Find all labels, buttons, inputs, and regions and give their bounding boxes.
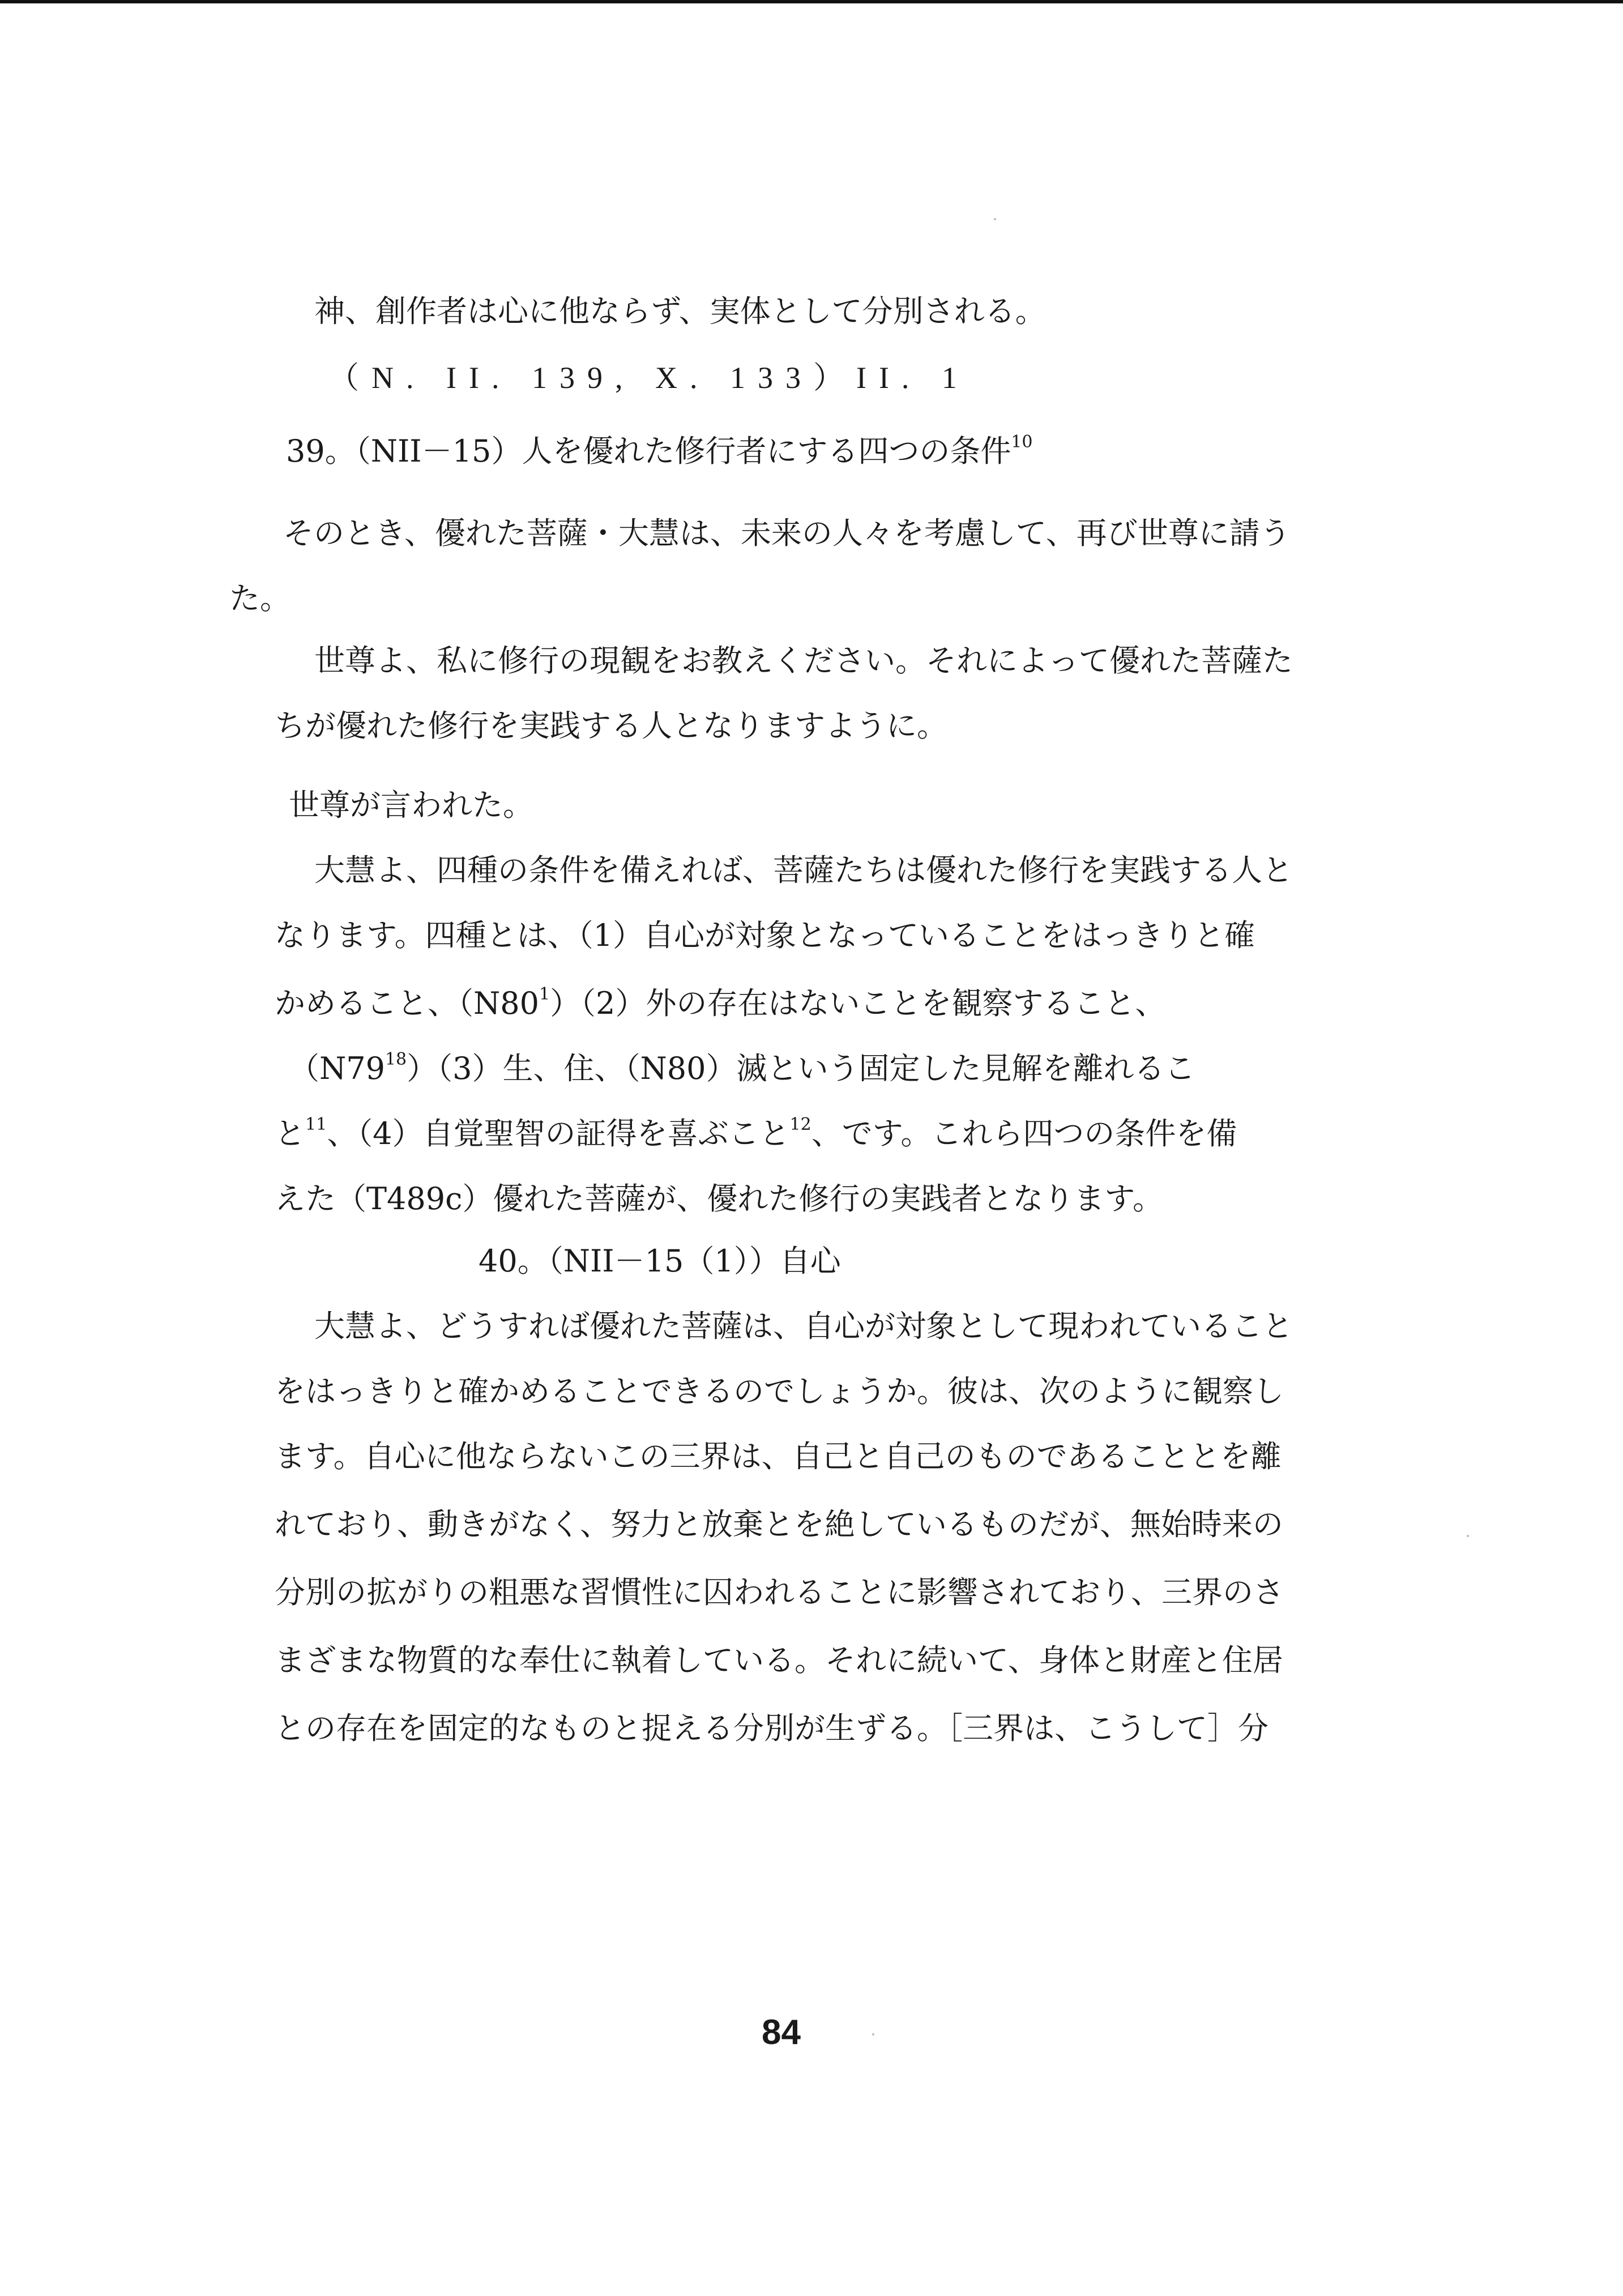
text-line-12: $(N79^{18})(3)$生、住、（N80）滅という固定した見解を離れるこ — [289, 1049, 1195, 1086]
text-line-22: との存在を固定的なものと捉える分別が生ずる。［三界は、こうして］分 — [275, 1710, 1268, 1746]
footnote-ref-1: 1 — [539, 984, 550, 1004]
citation-reference: （N. II. 139, X. 133）II. 1 — [328, 361, 969, 395]
text-line-19: れており、動きがなく、努力と放棄とを絶しているものだが、無始時来の — [275, 1507, 1283, 1542]
text-line-13: と$^{11}$、（4）自覚聖智の証得を喜ぶこと$^{12}$、です。これら四つの条件を備 — [275, 1115, 1237, 1151]
page-number: 84 — [762, 2013, 801, 2052]
scan-speck — [1467, 1535, 1469, 1537]
top-border-rule — [0, 0, 1623, 3]
footnote-ref-12: 12 — [789, 1115, 812, 1134]
text-line-1: 神、創作者は心に他ならず、実体として分別される。 — [314, 293, 1046, 329]
footnote-ref-11: 11 — [305, 1115, 327, 1134]
text-line-20: 分別の拡がりの粗悪な習慣性に囚われることに影響されており、三界のさ — [275, 1574, 1284, 1610]
section-heading-40: 40。（NII－15（1））自心 — [479, 1243, 841, 1279]
scan-speck — [872, 2033, 874, 2035]
footnote-ref-18: 18 — [385, 1049, 407, 1069]
text-line-17: をはっきりと確かめることできるのでしょうか。彼は、次のように観察し — [275, 1373, 1284, 1409]
text-line-10: なります。四種とは、（1）自心が対象となっていることをはっきりと確 — [275, 917, 1255, 953]
footnote-ref-10: 10 — [1011, 432, 1033, 452]
text-line-6: 世尊よ、私に修行の現観をお教えください。それによって優れた菩薩た — [314, 643, 1293, 678]
text-line-16: 大慧よ、どうすれば優れた菩薩は、自心が対象として現われていること — [314, 1308, 1293, 1344]
text-line-7: ちが優れた修行を実践する人となりますように。 — [275, 708, 947, 744]
scan-speck — [994, 218, 996, 220]
text-line-14: えた（T489c）優れた菩薩が、優れた修行の実践者となります。 — [275, 1181, 1164, 1217]
text-line-4: そのとき、優れた菩薩・大慧は、未来の人々を考慮して、再び世尊に請う — [283, 515, 1291, 551]
text-line-21: まざまな物質的な奉仕に執着している。それに続いて、身体と財産と住居 — [275, 1642, 1283, 1678]
text-line-18: ます。自心に他ならないこの三界は、自己と自己のものであることとを離 — [275, 1439, 1282, 1474]
text-line-11: かめること、$(N80^1)(2)$外の存在はないことを観察すること、 — [275, 984, 1166, 1021]
text-line-8: 世尊が言われた。 — [289, 787, 533, 823]
section-heading-39 — [286, 432, 1033, 469]
section-heading-39-text: 39。（NII－15）人を優れた修行者にする四つの条件 — [286, 433, 1011, 469]
text-line-9: 大慧よ、四種の条件を備えれば、菩薩たちは優れた修行を実践する人と — [314, 852, 1293, 888]
text-line-5: た。 — [229, 581, 291, 616]
